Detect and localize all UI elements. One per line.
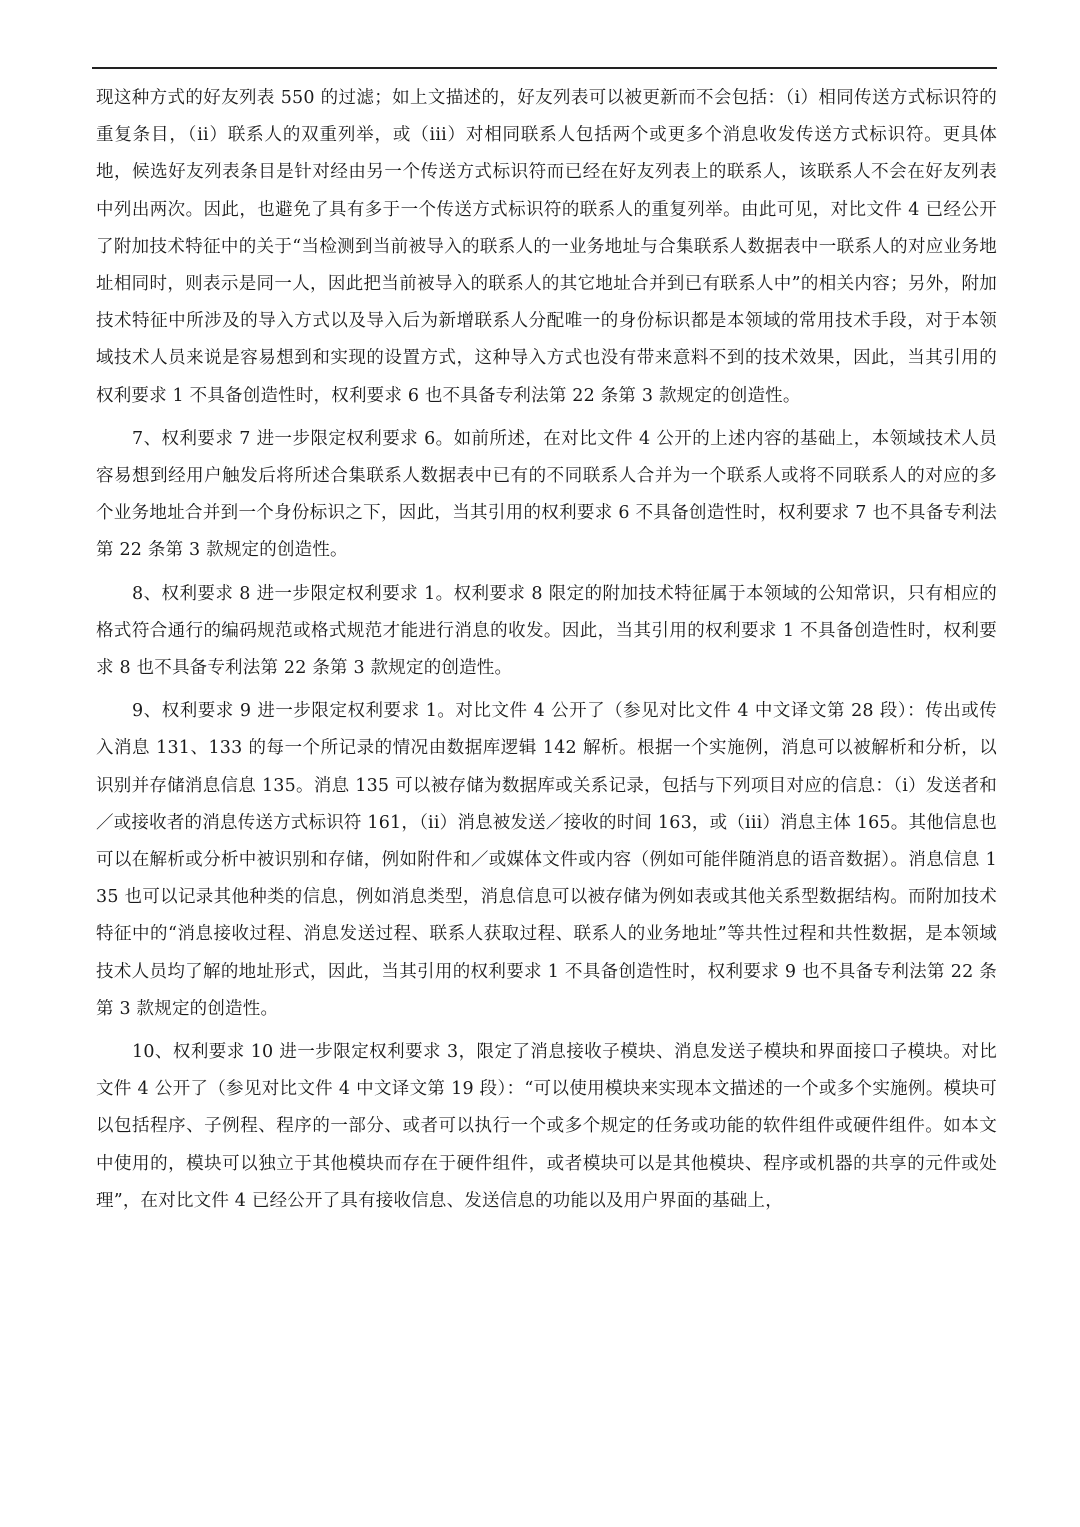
header-rule <box>92 67 997 69</box>
paragraph-continued: 现这种方式的好友列表 550 的过滤；如上文描述的，好友列表可以被更新而不会包括：（i）相同传送方式标识符的重复条目，（ii）联系人的双重列举，或（iii）对相同联系人包括两个或更多个消息收发传送方式标识符。更具体地，候选好友列表条目是针对经由另一个传送方式标识符而已经在好友列表上的联系人，该联系人不会在好友列表中列出两次。因此，也避免了具有多于一个传送方式标识符的联系人的重复列举。由此可见，对比文件 4 已经公开了附加技术特征中的关于“当检测到当前被导入的联系人的一业务地址与合集联系人数据表中一联系人的对应业务地址相同时，则表示是同一人，因此把当前被导入的联系人的其它地址合并到已有联系人中”的相关内容；另外，附加技术特征中所涉及的导入方式以及导入后为新增联系人分配唯一的身份标识都是本领域的常用技术手段，对于本领域技术人员来说是容易想到和实现的设置方式，这种导入方式也没有带来意料不到的技术效果，因此，当其引用的权利要求 1 不具备创造性时，权利要求 6 也不具备专利法第 22 条第 3 款规定的创造性。 <box>96 88 997 406</box>
paragraph-claim-10: 10、权利要求 10 进一步限定权利要求 3，限定了消息接收子模块、消息发送子模块和界面接口子模块。对比文件 4 公开了（参见对比文件 4 中文译文第 19 段）：“可以使用模块来实现本文描述的一个或多个实施例。模块可以包括程序、子例程、程序的一部分、或者可以执行一个或多个规定的任务或功能的软件组件或硬件组件。如本文中使用的，模块可以独立于其他模块而存在于硬件组件，或者模块可以是其他模块、程序或机器的共享的元件或处理”，在对比文件 4 已经公开了具有接收信息、发送信息的功能以及用户界面的基础上， <box>96 1042 997 1211</box>
paragraph-claim-8: 8、权利要求 8 进一步限定权利要求 1。权利要求 8 限定的附加技术特征属于本领域的公知常识，只有相应的格式符合通行的编码规范或格式规范才能进行消息的收发。因此，当其引用的权利要求 1 不具备创造性时，权利要求 8 也不具备专利法第 22 条第 3 款规定的创造性。 <box>96 583 997 679</box>
paragraph-claim-7: 7、权利要求 7 进一步限定权利要求 6。如前所述，在对比文件 4 公开的上述内容的基础上，本领域技术人员容易想到经用户触发后将所述合集联系人数据表中已有的不同联系人合并为一个联系人或将不同联系人的对应的多个业务地址合并到一个身份标识之下，因此，当其引用的权利要求 6 不具备创造性时，权利要求 7 也不具备专利法第 22 条第 3 款规定的创造性。 <box>96 428 997 561</box>
paragraph-claim-9: 9、权利要求 9 进一步限定权利要求 1。对比文件 4 公开了（参见对比文件 4 中文译文第 28 段）：传出或传入消息 131、133 的每一个所记录的情况由数据库逻辑 142 解析。根据一个实施例，消息可以被解析和分析，以识别并存储消息信息 135。消息 135 可以被存储为数据库或关系记录，包括与下列项目对应的信息：（i）发送者和／或接收者的消息传送方式标识符 161，（ii）消息被发送／接收的时间 163，或（iii）消息主体 165。其他信息也可以在解析或分析中被识别和存储，例如附件和／或媒体文件或内容（例如可能伴随消息的语音数据）。消息信息 135 也可以记录其他种类的信息，例如消息类型，消息信息可以被存储为例如表或其他关系型数据结构。而附加技术特征中的“消息接收过程、消息发送过程、联系人获取过程、联系人的业务地址”等共性过程和共性数据，是本领域技术人员均了解的地址形式，因此，当其引用的权利要求 1 不具备创造性时，权利要求 9 也不具备专利法第 22 条第 3 款规定的创造性。 <box>96 701 997 1019</box>
document-body <box>96 80 997 1220</box>
